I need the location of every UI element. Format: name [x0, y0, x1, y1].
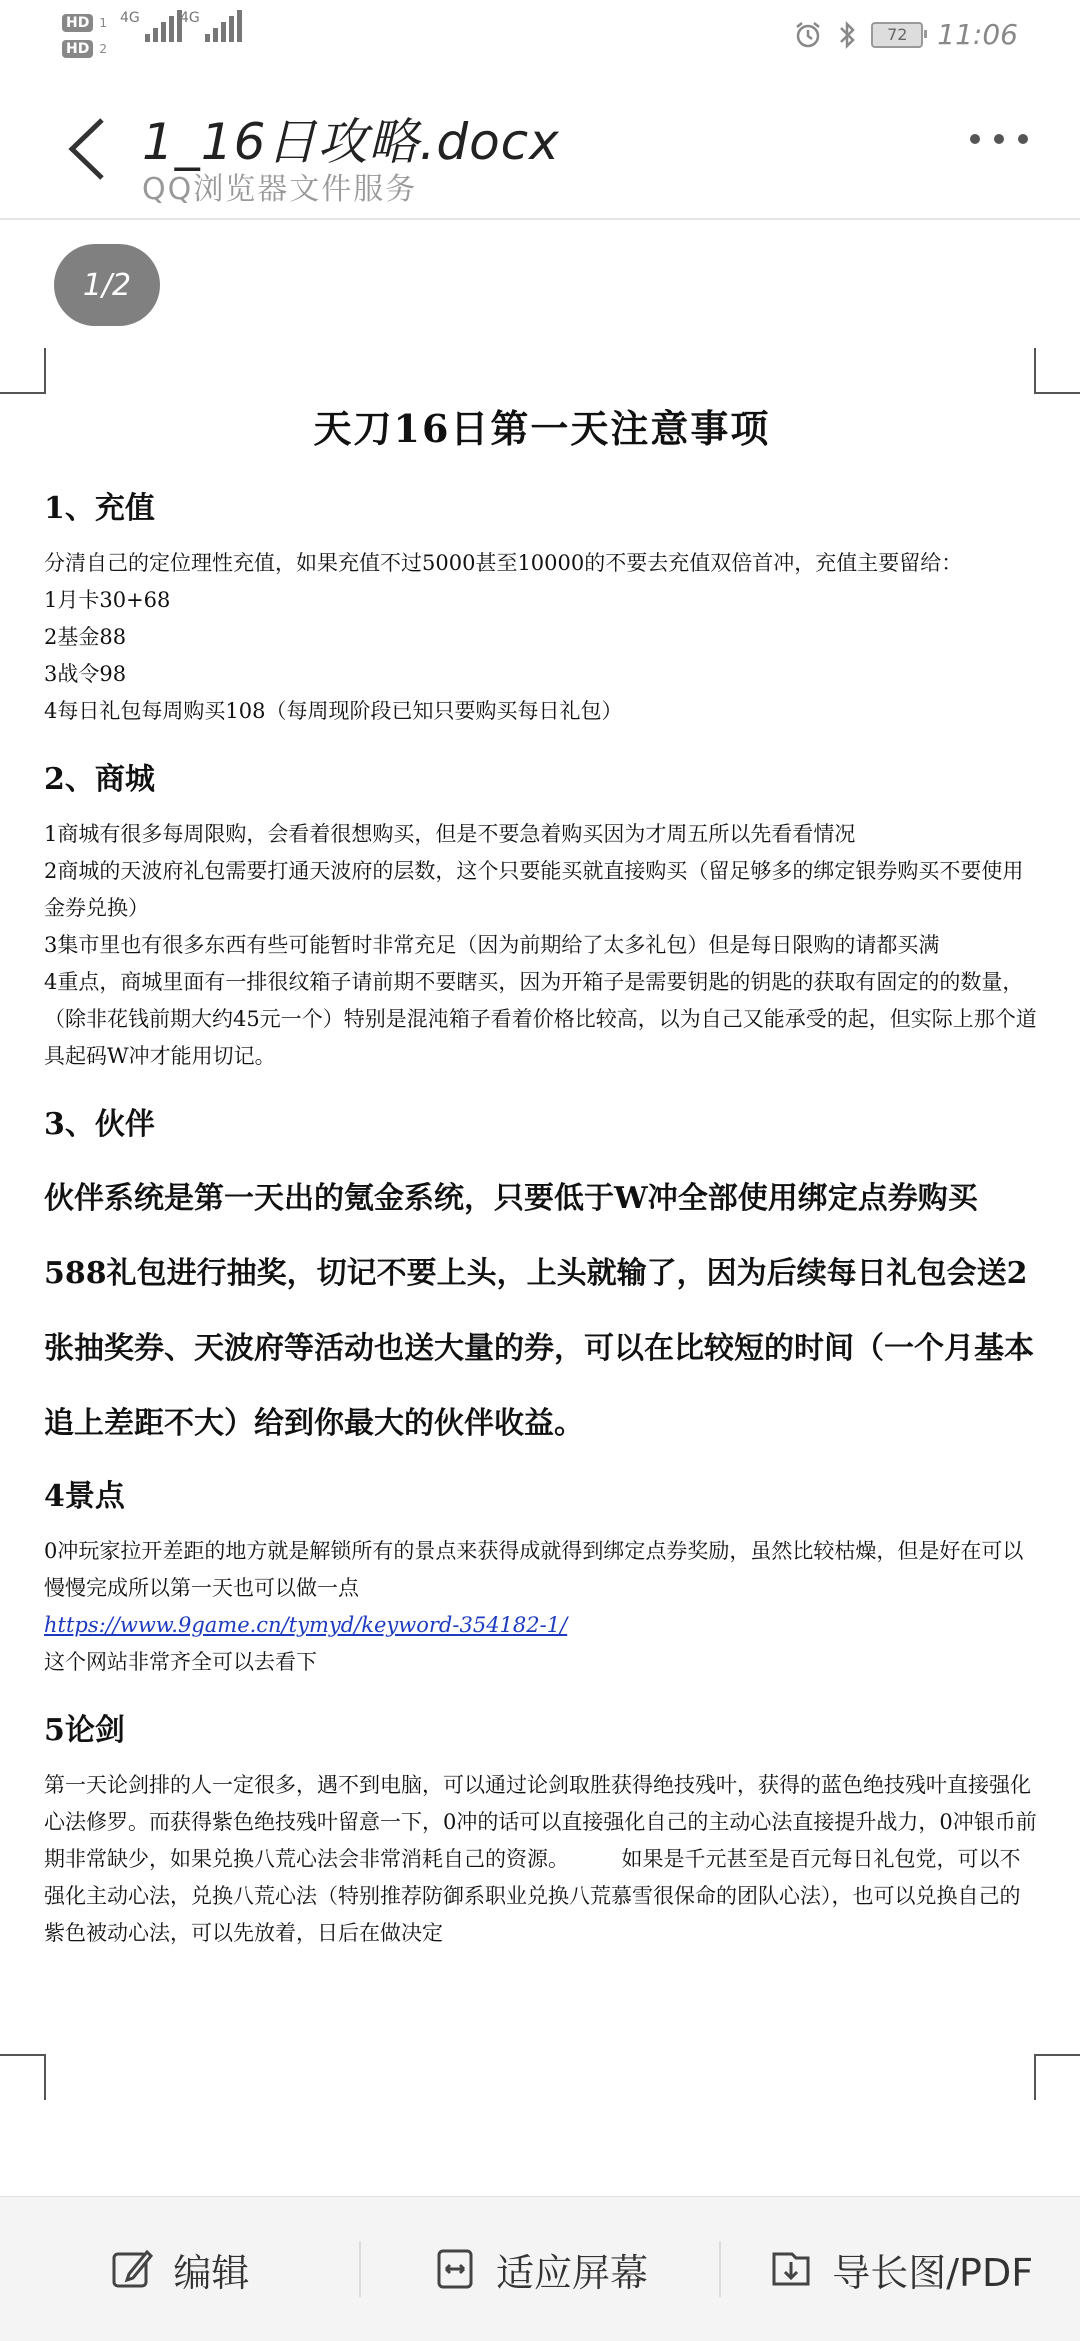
app-bar: [0, 76, 1080, 220]
section-4-link[interactable]: https://www.9game.cn/tymyd/keyword-354182-1/: [44, 1613, 568, 1637]
section-2-item: 1商城有很多每周限购，会看着很想购买，但是不要急着购买因为才周五所以先看看情况: [44, 822, 856, 846]
hd1-indicator: [62, 10, 107, 36]
battery-icon: [871, 22, 923, 48]
status-right: [793, 18, 1018, 51]
edit-button[interactable]: [0, 2239, 359, 2299]
fit-screen-label: 适应屏幕: [496, 2250, 649, 2295]
back-arrow-icon[interactable]: [58, 114, 118, 184]
hd2-indicator: [62, 36, 107, 62]
bottom-toolbar: [0, 2196, 1080, 2341]
section-4-para: 0冲玩家拉开差距的地方就是解锁所有的景点来获得成就得到绑定点券奖励，虽然比较枯燥，但是好在可以慢慢完成所以第一天也可以做一点: [44, 1539, 1024, 1600]
bluetooth-icon: [837, 20, 857, 50]
crop-mark-top-left: [0, 348, 46, 394]
section-1-item: 3战令98: [44, 662, 127, 686]
status-bar: [0, 0, 1080, 76]
section-3-body: 伙伴系统是第一天出的氪金系统，只要低于W冲全部使用绑定点券购买588礼包进行抽奖，切记不要上头，上头就输了，因为后续每日礼包会送2张抽奖券、天波府等活动也送大量的券，可以在比较短的时间（一个月基本追上差距不大）给到你最大的伙伴收益。: [44, 1181, 1034, 1441]
section-4-note: 这个网站非常齐全可以去看下: [44, 1650, 317, 1674]
section-2-item: 3集市里也有很多东西有些可能暂时非常充足（因为前期给了太多礼包）但是每日限购的请都买满: [44, 933, 940, 957]
section-1-item: 4每日礼包每周购买108（每周现阶段已知只要购买每日礼包）: [44, 699, 623, 723]
signal-2-label: 4G: [180, 10, 200, 26]
edit-label: 编辑: [173, 2250, 250, 2295]
hd2-label: HD: [62, 40, 93, 58]
section-5-para: 第一天论剑排的人一定很多，遇不到电脑，可以通过论剑取胜获得绝技残叶，获得的蓝色绝技残叶直接强化心法修罗。而获得紫色绝技残叶留意一下，0冲的话可以直接强化自己的主动心法直接提升战力，0冲银币前期非常缺少，如果兑换八荒心法会非常消耗自己的资源。 如果是千元甚至是百元每日礼包党，可以不强化主动心法，兑换八荒心法（特别推荐防御系职业兑换八荒慕雪很保命的团队心法），也可以兑换自己的紫色被动心法，可以先放着，日后在做决定: [44, 1773, 1037, 1945]
export-label: 导长图/PDF: [832, 2250, 1034, 2295]
more-options-icon[interactable]: [970, 134, 1028, 144]
section-2-heading: 2、商城: [44, 762, 155, 797]
section-3-heading: 3、伙伴: [44, 1107, 155, 1142]
document-body: [44, 398, 1040, 1952]
fit-screen-button[interactable]: [361, 2239, 720, 2299]
section-4-heading: 4景点: [44, 1479, 125, 1514]
signal-1-label: 4G: [120, 10, 140, 26]
clock: 11:06: [937, 18, 1018, 51]
fit-screen-icon: [432, 2246, 478, 2292]
doc-heading: 天刀16日第一天注意事项: [313, 406, 771, 451]
crop-mark-bottom-right: [1034, 2054, 1080, 2100]
section-1-para: 分清自己的定位理性充值，如果充值不过5000甚至10000的不要去充值双倍首冲，充值主要留给：: [44, 551, 963, 575]
hd-indicators: [62, 10, 107, 62]
edit-icon: [109, 2246, 155, 2292]
section-1-item: 2基金88: [44, 625, 127, 649]
signal-1-icon: [120, 10, 182, 42]
document-subtitle: QQ浏览器文件服务: [142, 172, 418, 207]
document-title: 1_16日攻略.docx: [142, 113, 560, 171]
section-5-heading: 5论剑: [44, 1713, 125, 1748]
battery-level: 72: [887, 25, 908, 44]
section-2-item: 2商城的天波府礼包需要打通天波府的层数，这个只要能买就直接购买（留足够多的绑定银券购买不要使用金券兑换）: [44, 859, 1024, 920]
section-1-heading: 1、充值: [44, 491, 155, 526]
export-button[interactable]: [721, 2239, 1080, 2299]
section-1-item: 1月卡30+68: [44, 588, 171, 612]
alarm-icon: [793, 20, 823, 50]
crop-mark-bottom-left: [0, 2054, 46, 2100]
hd2-num: 2: [99, 42, 107, 56]
signal-2-icon: [180, 10, 242, 42]
hd1-label: HD: [62, 14, 93, 32]
crop-mark-top-right: [1034, 348, 1080, 394]
export-icon: [768, 2246, 814, 2292]
hd1-num: 1: [99, 16, 107, 30]
section-2-item: 4重点，商城里面有一排很纹箱子请前期不要瞎买，因为开箱子是需要钥匙的钥匙的获取有固定的的数量，（除非花钱前期大约45元一个）特别是混沌箱子看着价格比较高，以为自己又能承受的起，但实际上那个道具起码W冲才能用切记。: [44, 970, 1037, 1068]
page-indicator: 1/2: [54, 244, 160, 326]
